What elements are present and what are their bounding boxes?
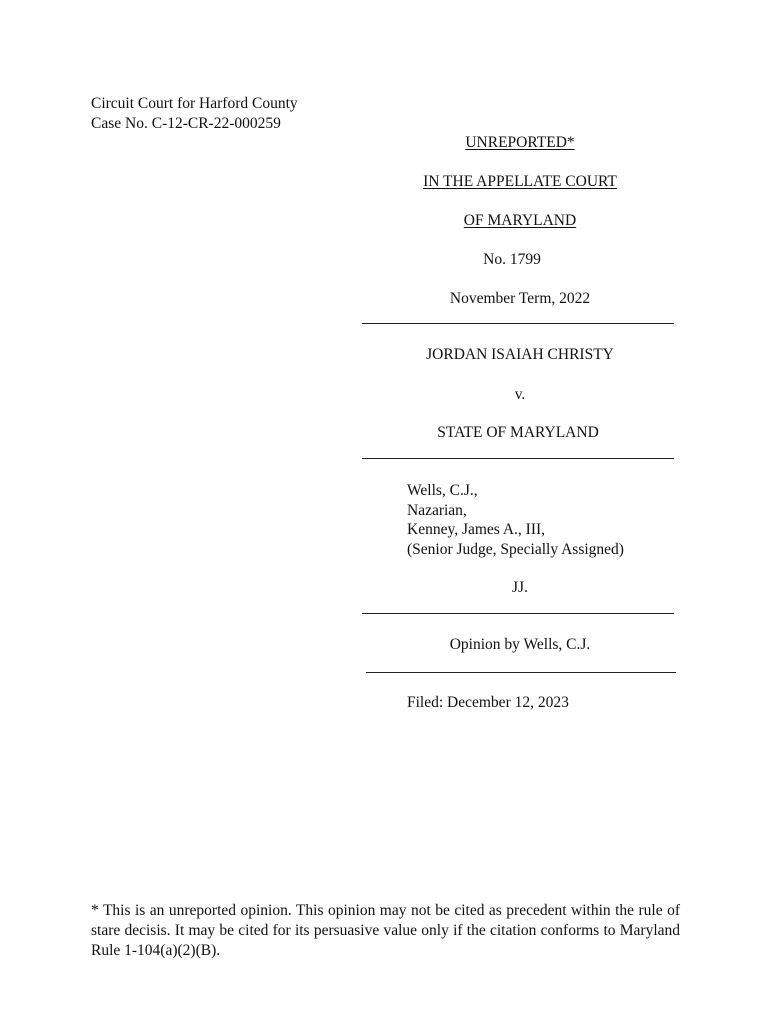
term: November Term, 2022 — [449, 290, 591, 307]
divider-rule — [366, 672, 676, 673]
opinion-author: Opinion by Wells, C.J. — [449, 636, 591, 653]
divider-rule — [362, 323, 674, 324]
court-name-line2: OF MARYLAND — [463, 212, 577, 229]
divider-rule — [362, 458, 674, 459]
appellee-name: STATE OF MARYLAND — [437, 424, 599, 441]
judge-name: Wells, C.J., — [407, 482, 478, 499]
judges-suffix: JJ. — [512, 579, 528, 596]
circuit-court-label: Circuit Court for Harford County — [91, 95, 298, 112]
versus: v. — [514, 386, 526, 403]
judge-name: Nazarian, — [407, 502, 467, 519]
case-number: Case No. C-12-CR-22-000259 — [91, 115, 281, 132]
docket-number: No. 1799 — [483, 251, 541, 268]
court-name-line1: IN THE APPELLATE COURT — [423, 173, 617, 190]
judge-name: Kenney, James A., III, — [407, 521, 546, 538]
appellant-name: JORDAN ISAIAH CHRISTY — [426, 346, 614, 363]
footnote: * This is an unreported opinion. This opinion may not be cited as precedent within the rule of stare decisis. It may be cited for its persuasive value only if the citation conforms to Maryland Rule 1-104(a)(2)(B). — [91, 902, 680, 959]
judge-note: (Senior Judge, Specially Assigned) — [407, 541, 624, 558]
filed-date: Filed: December 12, 2023 — [407, 694, 569, 711]
divider-rule — [362, 613, 674, 614]
unreported-label: UNREPORTED* — [465, 134, 575, 151]
